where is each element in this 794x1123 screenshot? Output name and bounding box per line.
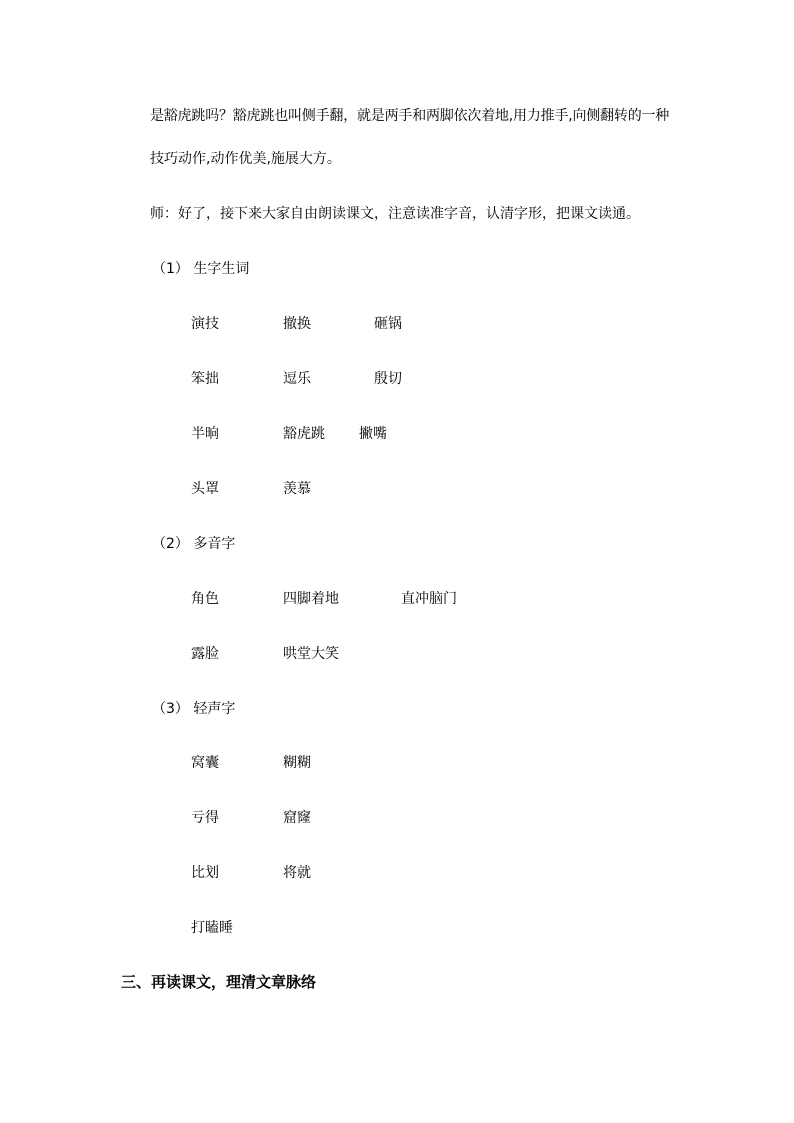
vocab-word: 哄堂大笑 [283,646,339,662]
vocab-word: 比划 [191,865,219,881]
vocab-word: 打瞌睡 [191,920,233,936]
vocab-word: 露脸 [191,646,219,662]
vocab-word: 豁虎跳 [283,426,325,442]
vocab-word: 逗乐 [283,371,311,387]
vocab-word: 直冲脑门 [401,591,457,607]
vocab-word: 窝囊 [191,755,219,771]
vocab-word: 殷切 [374,371,402,387]
vocab-word: 四脚着地 [283,591,339,607]
section-label-polyphones: （2） 多音字 [152,536,236,552]
section-label-new-words: （1） 生字生词 [152,261,250,277]
paragraph-teacher: 师：好了，接下来大家自由朗读课文，注意读准字音，认清字形，把课文读通。 [150,206,640,222]
vocab-word: 糊糊 [283,755,311,771]
paragraph-line-2: 技巧动作,动作优美,施展大方。 [150,151,341,167]
vocab-word: 亏得 [191,810,219,826]
paragraph-line-1: 是豁虎跳吗？豁虎跳也叫侧手翻，就是两手和两脚依次着地,用力推手,向侧翻转的一种 [150,108,670,124]
vocab-word: 头罩 [191,481,219,497]
vocab-word: 将就 [283,865,311,881]
vocab-word: 撤换 [283,316,311,332]
vocab-word: 砸锅 [374,316,402,332]
vocab-word: 演技 [191,316,219,332]
vocab-word: 半晌 [191,426,219,442]
vocab-word: 窟窿 [283,810,311,826]
section-label-neutral-tone: （3） 轻声字 [152,701,236,717]
vocab-word: 撇嘴 [359,426,387,442]
vocab-word: 羡慕 [283,481,311,497]
section-heading: 三、再读课文，理清文章脉络 [121,973,317,991]
vocab-word: 笨拙 [191,371,219,387]
vocab-word: 角色 [191,591,219,607]
